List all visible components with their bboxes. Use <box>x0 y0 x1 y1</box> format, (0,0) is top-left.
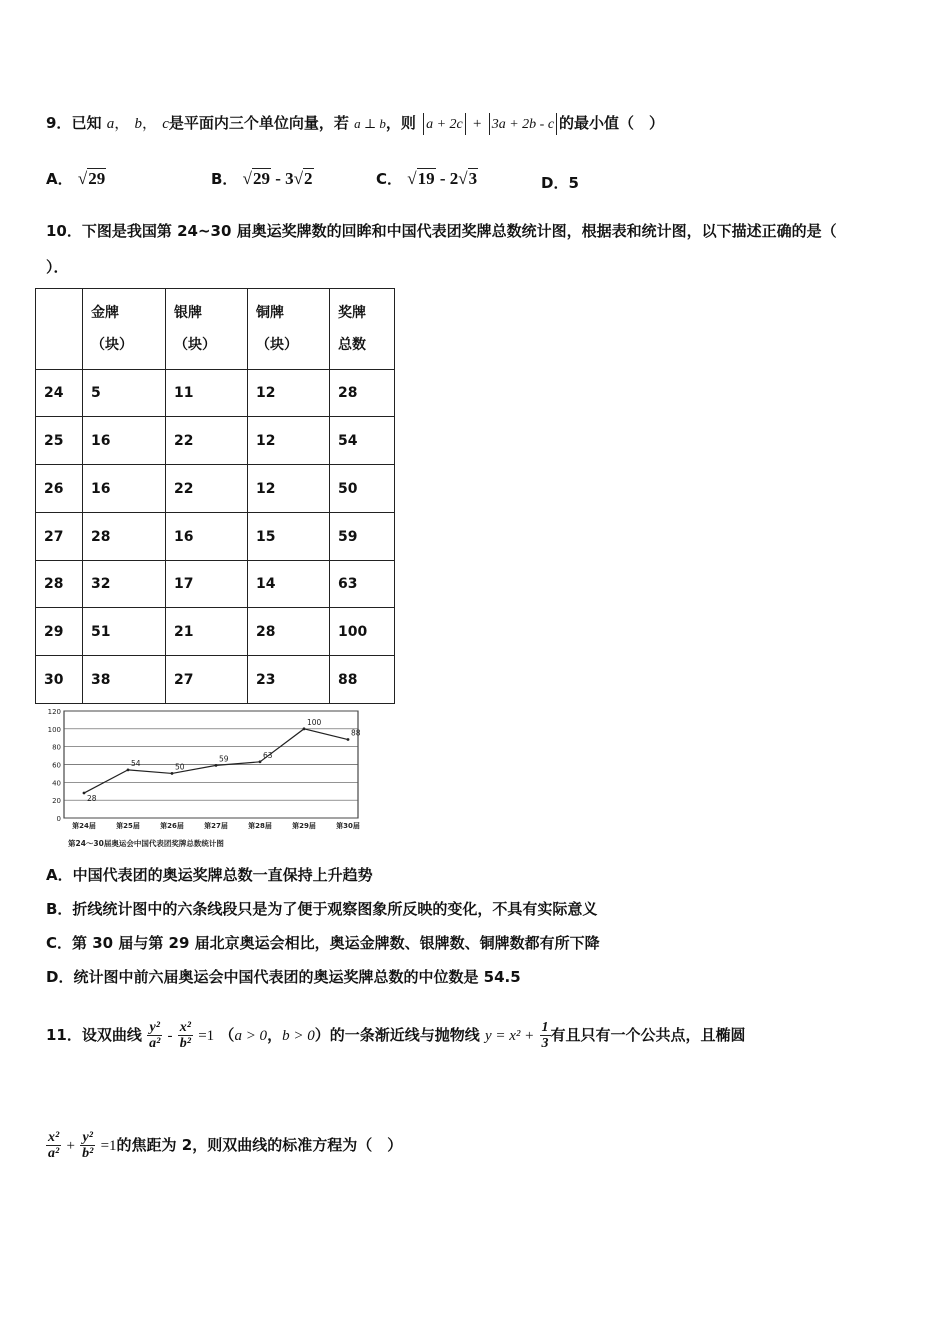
fraction-denominator: b² <box>179 1036 191 1051</box>
cell-edition: 26 <box>36 465 83 513</box>
cell-bronze: 12 <box>248 370 330 417</box>
q11-text-4: 的焦距为 2，则双曲线的标准方程为（ ） <box>116 1136 403 1154</box>
sqrt-expression: √19 - 2√3 <box>407 169 478 188</box>
q11-equals: =1 <box>100 1138 117 1154</box>
q9-var-b: b <box>134 116 142 132</box>
q9-var-c: c <box>162 116 169 132</box>
data-point <box>347 738 350 741</box>
cell-silver: 22 <box>166 465 248 513</box>
x-tick-label: 第29届 <box>292 822 316 830</box>
q9-abs-2: 3a + 2b - c <box>491 117 555 132</box>
cell-edition: 29 <box>36 608 83 656</box>
q11-plus: + <box>66 1138 75 1154</box>
data-label: 100 <box>307 717 322 727</box>
cell-total: 88 <box>330 656 395 704</box>
fraction-numerator: 1 <box>541 1020 549 1035</box>
cell-silver: 11 <box>166 370 248 417</box>
cell-bronze: 14 <box>248 561 330 608</box>
q9-condition: a ⊥ b <box>354 116 386 131</box>
cell-edition: 25 <box>36 417 83 465</box>
y-tick-label: 0 <box>56 815 61 823</box>
fraction-numerator: x² <box>48 1130 60 1145</box>
chart-y-ticks <box>48 708 61 823</box>
sqrt-expression: √29 <box>77 169 106 188</box>
cell-silver: 27 <box>166 656 248 704</box>
data-label: 63 <box>263 750 273 760</box>
cell-edition: 24 <box>36 370 83 417</box>
q9-option-d[interactable] <box>541 170 579 196</box>
fraction-numerator: y² <box>80 1130 95 1146</box>
y-tick-label: 40 <box>52 779 61 788</box>
option-label: A． <box>46 170 73 188</box>
q9-option-b[interactable] <box>211 166 314 192</box>
cell-bronze: 15 <box>248 513 330 561</box>
q9-text-4: 的最小值（ ） <box>559 114 665 132</box>
cell-total: 100 <box>330 608 395 656</box>
radicand: 29 <box>88 169 106 188</box>
table-row <box>36 465 395 513</box>
cell-bronze: 12 <box>248 417 330 465</box>
cell-total: 50 <box>330 465 395 513</box>
option-label: D． <box>541 174 569 192</box>
q9-plus: + <box>473 116 482 132</box>
fraction <box>178 1020 193 1051</box>
header-line-2: （块） <box>91 337 133 353</box>
cell-gold: 32 <box>83 561 166 608</box>
data-point <box>171 772 174 775</box>
chart-title: 第24～30届奥运会中国代表团奖牌总数统计图 <box>68 839 224 848</box>
fraction <box>80 1130 95 1161</box>
y-tick-label: 100 <box>47 725 61 734</box>
cell-edition: 28 <box>36 561 83 608</box>
header-line-2: （块） <box>174 337 216 353</box>
fraction-denominator: a² <box>48 1146 60 1161</box>
data-label: 54 <box>131 758 141 768</box>
data-point <box>83 792 86 795</box>
x-tick-label: 第25届 <box>116 822 140 830</box>
option-value: 5 <box>568 174 579 192</box>
y-tick-label: 20 <box>52 797 61 806</box>
data-label: 50 <box>175 762 185 772</box>
q10-option-c[interactable]: C．第 30 届与第 29 届北京奥运会相比，奥运金牌数、银牌数、铜牌数都有所下降 <box>46 934 600 952</box>
fraction <box>147 1020 162 1051</box>
table-header-row <box>36 289 395 370</box>
cell-gold: 38 <box>83 656 166 704</box>
cell-silver: 21 <box>166 608 248 656</box>
data-point <box>303 727 306 730</box>
q11-parabola: y = x² + <box>484 1028 535 1044</box>
cell-total: 28 <box>330 370 395 417</box>
header-line-1: 银牌 <box>174 305 202 321</box>
q11-minus: - <box>167 1028 173 1044</box>
cell-gold: 16 <box>83 465 166 513</box>
abs-bar <box>489 113 490 135</box>
x-tick-label: 第24届 <box>72 822 96 830</box>
data-point <box>215 764 218 767</box>
table-row <box>36 561 395 608</box>
header-line-2: 总数 <box>338 337 366 353</box>
abs-bar <box>556 113 557 135</box>
fraction-denominator: 3 <box>541 1036 549 1051</box>
table-row <box>36 608 395 656</box>
q9-number: 9． <box>46 114 72 132</box>
q11-text-2: ）的一条渐近线与抛物线 <box>314 1026 480 1044</box>
q9-abs-1: a + 2c <box>426 117 463 132</box>
x-tick-label: 第27届 <box>204 822 228 830</box>
sqrt-expression: √29 - 3√2 <box>242 169 313 188</box>
x-tick-label: 第30届 <box>336 822 360 830</box>
radicand: 19 <box>417 169 435 188</box>
q9-stem <box>46 108 664 138</box>
series-line <box>84 729 348 793</box>
cell-bronze: 23 <box>248 656 330 704</box>
cell-edition: 30 <box>36 656 83 704</box>
table-header-silver <box>166 289 248 370</box>
expr-middle: - 3 <box>271 169 294 188</box>
header-line-1: 金牌 <box>91 305 119 321</box>
radicand: 29 <box>253 169 271 188</box>
cell-silver: 17 <box>166 561 248 608</box>
q9-sep-2: ， <box>141 116 157 132</box>
q9-option-a[interactable] <box>46 166 106 192</box>
cell-silver: 22 <box>166 417 248 465</box>
q9-sep-1: ， <box>114 116 130 132</box>
cell-edition: 27 <box>36 513 83 561</box>
cell-bronze: 12 <box>248 465 330 513</box>
data-point <box>259 760 262 763</box>
cell-gold: 5 <box>83 370 166 417</box>
medal-table <box>35 288 395 704</box>
q11-text-3: 有且只有一个公共点，且椭圆 <box>550 1026 746 1044</box>
data-point <box>127 768 130 771</box>
q11-number: 11．设双曲线 <box>46 1026 142 1044</box>
fraction-numerator: x² <box>179 1020 191 1035</box>
q9-option-c[interactable] <box>376 166 478 192</box>
table-header-corner <box>36 289 83 370</box>
q11-stem-line-2 <box>46 1114 402 1176</box>
header-line-1: 奖牌 <box>338 305 366 321</box>
q10-stem-line-2: ）． <box>46 258 69 276</box>
y-tick-label: 120 <box>47 708 61 716</box>
medal-line-chart <box>40 705 370 850</box>
q10-option-a[interactable]: A．中国代表团的奥运奖牌总数一直保持上升趋势 <box>46 866 373 884</box>
q11-condition-a: a > 0 <box>234 1028 268 1044</box>
q10-option-d[interactable]: D．统计图中前六届奥运会中国代表团的奥运奖牌总数的中位数是 54.5 <box>46 968 521 986</box>
cell-silver: 16 <box>166 513 248 561</box>
q10-stem-line-1: 10．下图是我国第 24~30 届奥运奖牌数的回眸和中国代表团奖牌总数统计图，根据表和统计图，以下描述正确的是（ <box>46 222 837 240</box>
cell-gold: 51 <box>83 608 166 656</box>
q10-option-b[interactable]: B．折线统计图中的六条线段只是为了便于观察图象所反映的变化，不具有实际意义 <box>46 900 598 918</box>
x-tick-label: 第28届 <box>248 822 272 830</box>
cell-total: 63 <box>330 561 395 608</box>
cell-total: 59 <box>330 513 395 561</box>
fraction-numerator: y² <box>147 1020 162 1036</box>
cell-gold: 16 <box>83 417 166 465</box>
cell-total: 54 <box>330 417 395 465</box>
table-header-bronze <box>248 289 330 370</box>
chart-data-labels <box>87 718 361 803</box>
x-tick-label: 第26届 <box>160 822 184 830</box>
table-row <box>36 656 395 704</box>
expr-middle: - 2 <box>435 169 459 188</box>
header-line-2: （块） <box>256 337 298 353</box>
abs-bar <box>465 113 466 135</box>
q11-equals: =1 <box>198 1028 215 1044</box>
q11-paren-open: （ <box>219 1026 235 1044</box>
abs-bar <box>423 113 424 135</box>
y-tick-label: 80 <box>52 743 61 752</box>
q9-text-2: 是平面内三个单位向量，若 <box>168 114 349 132</box>
table-header-gold <box>83 289 166 370</box>
q9-text-1: 已知 <box>71 114 102 132</box>
q11-comma: ， <box>267 1026 283 1044</box>
table-header-total <box>330 289 395 370</box>
radicand: 3 <box>468 169 478 188</box>
y-tick-label: 60 <box>52 761 61 770</box>
data-label: 28 <box>87 794 97 804</box>
chart-grid <box>64 711 358 818</box>
fraction-denominator: a² <box>149 1036 161 1051</box>
chart-points <box>83 727 350 794</box>
header-line-1: 铜牌 <box>256 305 284 321</box>
data-label: 88 <box>351 728 361 738</box>
table-row <box>36 370 395 417</box>
q9-var-a: a <box>106 116 115 132</box>
q11-condition-b: b > 0 <box>282 1028 315 1044</box>
q9-text-3: ，则 <box>385 114 416 132</box>
option-label: B． <box>211 170 238 188</box>
cell-gold: 28 <box>83 513 166 561</box>
q11-stem-line-1 <box>46 1004 746 1066</box>
fraction <box>46 1130 61 1161</box>
table-row <box>36 513 395 561</box>
chart-x-ticks <box>72 821 360 830</box>
data-label: 59 <box>219 754 229 764</box>
table-row <box>36 417 395 465</box>
fraction <box>540 1020 551 1051</box>
option-label: C． <box>376 170 403 188</box>
radicand: 2 <box>304 169 313 188</box>
fraction-denominator: b² <box>82 1146 94 1161</box>
cell-bronze: 28 <box>248 608 330 656</box>
